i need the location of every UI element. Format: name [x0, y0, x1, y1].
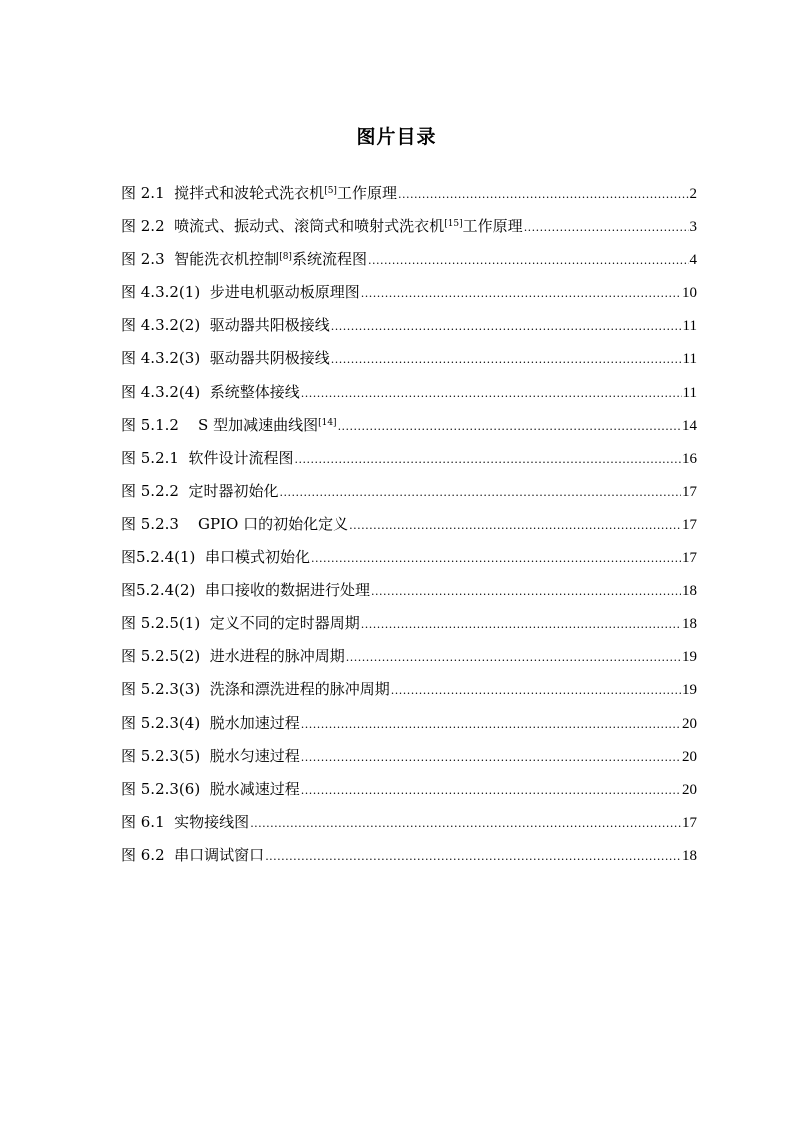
figure-caption: 驱动器共阳极接线: [209, 316, 330, 335]
toc-entry-label: [121, 607, 360, 640]
figure-number: 图 4.3.2(2): [121, 316, 201, 335]
page-number: 17: [682, 483, 697, 500]
dot-leader: [361, 277, 681, 310]
dot-leader: [265, 840, 681, 873]
figure-caption: 定时器初始化: [188, 481, 279, 500]
figure-caption-suffix: 工作原理: [462, 217, 523, 236]
figure-number: 图 2.1: [121, 184, 165, 202]
figure-caption: 系统整体接线: [209, 382, 300, 401]
toc-entry[interactable]: [121, 442, 697, 475]
figure-number: 图 6.1: [121, 812, 165, 831]
figure-number: 图 5.2.3(6): [121, 779, 201, 798]
figure-number: 图 5.2.5(1): [121, 614, 201, 633]
page-number: 11: [682, 384, 697, 401]
toc-entry-label: [121, 707, 300, 740]
toc-entry[interactable]: [121, 177, 697, 210]
page-number: 10: [682, 285, 697, 302]
toc-entry-label: [121, 574, 370, 607]
figure-number: 图 4.3.2(3): [121, 349, 201, 368]
dot-leader: [311, 542, 681, 575]
page-number: 20: [682, 748, 697, 765]
figure-number: 图 5.2.1: [121, 448, 179, 467]
toc-entry-label: [121, 376, 300, 409]
toc-entry-label: [121, 309, 330, 342]
toc-entry[interactable]: [121, 607, 697, 640]
dot-leader: [280, 476, 682, 509]
toc-entry-label: [121, 409, 337, 442]
page-number: 4: [689, 252, 697, 269]
dot-leader: [331, 310, 682, 343]
figure-caption: 喷流式、振动式、滚筒式和喷射式洗衣机: [174, 217, 445, 236]
toc-entry-label: [121, 773, 300, 806]
page-title: 图片目录: [356, 126, 437, 148]
toc-entry-label: [121, 673, 390, 706]
dot-leader: [349, 509, 681, 542]
toc-entry[interactable]: [121, 574, 697, 607]
dot-leader: [295, 443, 682, 476]
page-number: 3: [689, 219, 697, 236]
figure-caption: 智能洗衣机控制: [174, 250, 280, 269]
toc-entry[interactable]: [121, 243, 697, 276]
page-number: 17: [682, 550, 697, 567]
toc-entry-label: [121, 177, 397, 210]
citation-ref: [14]: [318, 417, 337, 428]
toc-entry-label: [121, 243, 367, 276]
toc-entry[interactable]: [121, 342, 697, 375]
toc-entry-label: [121, 276, 360, 309]
dot-leader: [368, 244, 689, 277]
toc-entry[interactable]: [121, 309, 697, 342]
figure-number: 图5.2.4(2): [121, 581, 196, 600]
toc-entry-label: [121, 210, 523, 243]
toc-entry[interactable]: [121, 210, 697, 243]
toc-entry-label: [121, 442, 294, 475]
toc-entry[interactable]: [121, 707, 697, 740]
dot-leader: [301, 708, 681, 741]
toc-entry[interactable]: [121, 806, 697, 839]
toc-entry[interactable]: [121, 673, 697, 706]
dot-leader: [391, 674, 681, 707]
toc-entry-label: [121, 508, 348, 541]
figure-caption: 串口接收的数据进行处理: [204, 581, 370, 600]
page-number: 2: [689, 186, 697, 202]
toc-entry[interactable]: [121, 541, 697, 574]
figure-caption-suffix: 系统流程图: [291, 250, 367, 269]
page-number: 19: [682, 649, 697, 666]
toc-entry-label: [121, 541, 310, 574]
dot-leader: [331, 343, 682, 376]
figure-number: 图 5.2.5(2): [121, 647, 201, 666]
toc-entry-label: [121, 475, 279, 508]
figure-caption: 步进电机驱动板原理图: [209, 283, 360, 302]
page-number: 16: [682, 450, 697, 467]
page-number: 17: [682, 516, 697, 533]
toc-entry[interactable]: [121, 508, 697, 541]
figure-caption-suffix: 工作原理: [336, 184, 397, 202]
page-number: 19: [682, 682, 697, 699]
figure-number: 图 2.2: [121, 217, 165, 236]
figure-number: 图 5.1.2: [121, 415, 179, 434]
toc-entry-label: [121, 640, 345, 673]
page-number: 11: [682, 351, 697, 368]
toc-entry[interactable]: [121, 409, 697, 442]
dot-leader: [338, 410, 681, 443]
citation-ref: [15]: [444, 219, 463, 230]
figure-caption: 串口模式初始化: [204, 548, 310, 567]
dot-leader: [301, 774, 681, 807]
figure-number: 图5.2.4(1): [121, 548, 196, 567]
toc-entry[interactable]: [121, 475, 697, 508]
figure-list: [121, 177, 697, 872]
toc-entry-label: [121, 839, 264, 872]
dot-leader: [361, 608, 681, 641]
figure-caption: 脱水减速过程: [209, 779, 300, 798]
toc-entry[interactable]: [121, 276, 697, 309]
dot-leader: [524, 211, 689, 244]
dot-leader: [301, 377, 682, 410]
page-number: 20: [682, 715, 697, 732]
figure-caption: S 型加减速曲线图: [188, 415, 319, 434]
figure-number: 图 5.2.3(4): [121, 713, 201, 732]
citation-ref: [5]: [324, 186, 337, 196]
dot-leader: [301, 741, 681, 774]
figure-number: 图 5.2.3(3): [121, 680, 201, 699]
page-number: 11: [682, 318, 697, 335]
figure-caption: 洗涤和漂洗进程的脉冲周期: [209, 680, 390, 699]
figure-number: 图 2.3: [121, 250, 165, 269]
page-number: 18: [682, 847, 697, 864]
toc-entry[interactable]: [121, 839, 697, 872]
page-number: 18: [682, 583, 697, 600]
toc-entry[interactable]: [121, 740, 697, 773]
dot-leader: [371, 575, 681, 608]
page-number: 18: [682, 616, 697, 633]
figure-number: 图 4.3.2(4): [121, 382, 201, 401]
figure-number: 图 6.2: [121, 845, 165, 864]
figure-caption: 进水进程的脉冲周期: [209, 647, 345, 666]
figure-caption: 搅拌式和波轮式洗衣机: [174, 184, 325, 202]
figure-caption: GPIO 口的初始化定义: [188, 514, 349, 533]
figure-caption: 串口调试窗口: [174, 845, 265, 864]
figure-caption: 脱水加速过程: [209, 713, 300, 732]
citation-ref: [8]: [279, 252, 292, 263]
page-number: 14: [682, 417, 697, 434]
figure-caption: 脱水匀速过程: [209, 746, 300, 765]
figure-caption: 实物接线图: [174, 812, 250, 831]
figure-caption: 驱动器共阴极接线: [209, 349, 330, 368]
toc-entry-label: [121, 342, 330, 375]
toc-entry-label: [121, 806, 249, 839]
dot-leader: [398, 178, 689, 211]
figure-caption: 软件设计流程图: [188, 448, 294, 467]
toc-entry[interactable]: [121, 640, 697, 673]
figure-number: 图 5.2.2: [121, 481, 179, 500]
toc-entry-label: [121, 740, 300, 773]
page-number: 20: [682, 781, 697, 798]
toc-entry[interactable]: [121, 773, 697, 806]
dot-leader: [250, 807, 681, 840]
figure-number: 图 4.3.2(1): [121, 283, 201, 302]
page-number: 17: [682, 814, 697, 831]
figure-number: 图 5.2.3: [121, 514, 179, 533]
dot-leader: [346, 641, 681, 674]
figure-caption: 定义不同的定时器周期: [209, 614, 360, 633]
toc-entry[interactable]: [121, 376, 697, 409]
figure-number: 图 5.2.3(5): [121, 746, 201, 765]
